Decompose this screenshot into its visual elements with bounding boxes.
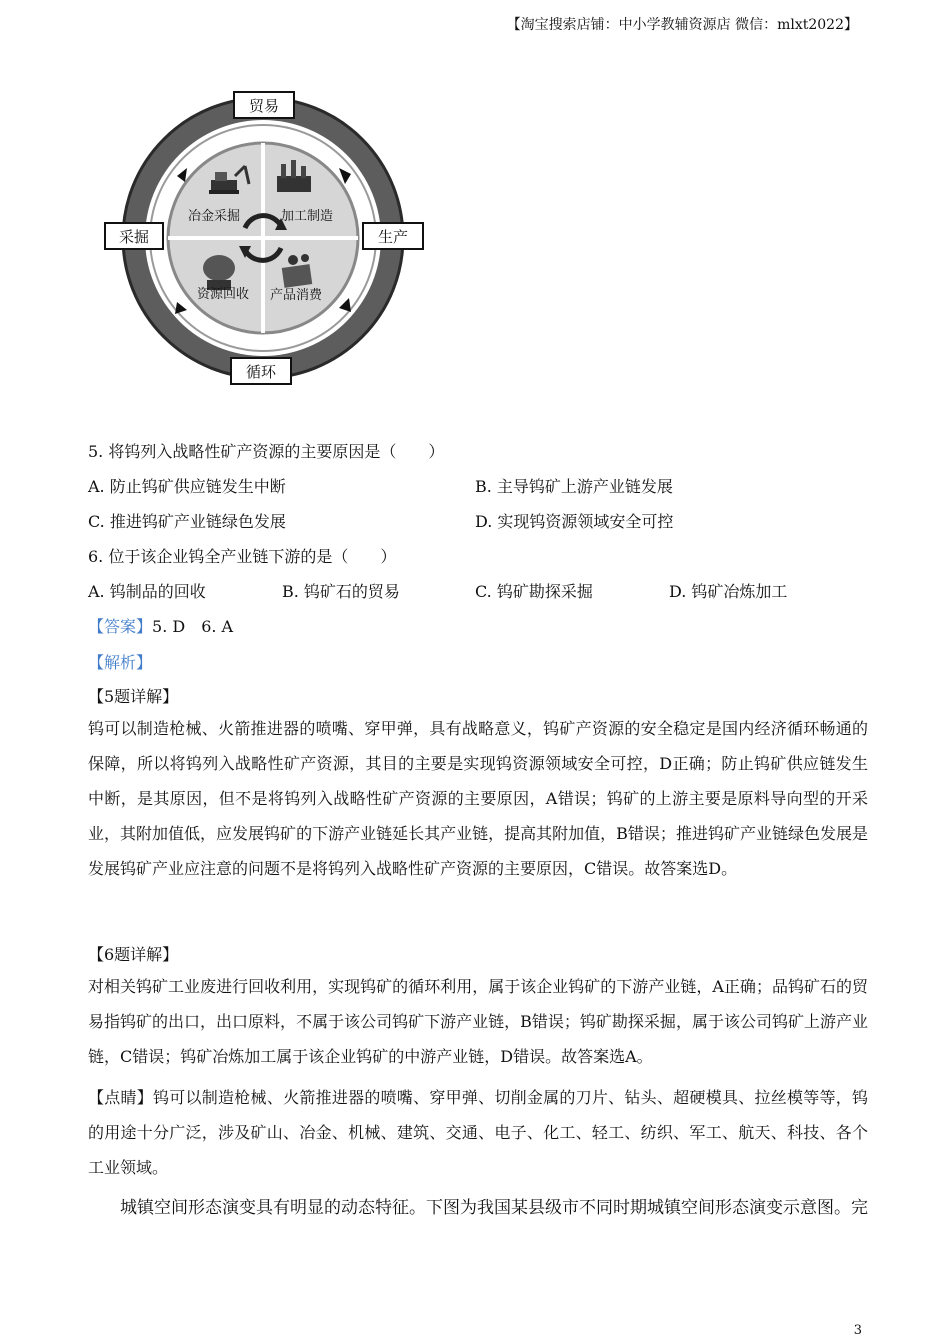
q6-detail-title: 【6题详解】 [88, 945, 179, 964]
page-header: 【淘宝搜索店铺：中小学教辅资源店 微信：mlxt2022】 [506, 17, 858, 33]
question-6-stem: 6. 位于该企业钨全产业链下游的是（ ） [88, 547, 397, 566]
next-question-intro: 城镇空间形态演变具有明显的动态特征。下图为我国某县级市不同时期城镇空间形态演变示意图。完 [120, 1198, 868, 1218]
quadrant-label-top-right: 加工制造 [280, 209, 334, 224]
q5-option-b: B. 主导钨矿上游产业链发展 [475, 477, 673, 496]
q6-detail-text-block [88, 969, 868, 1074]
q5-detail-title: 【5题详解】 [88, 687, 179, 706]
q6-option-d: D. 钨矿冶炼加工 [669, 582, 788, 601]
tip-label: 【点睛】 [88, 1088, 154, 1107]
q5-detail-text: 钨可以制造枪械、火箭推进器的喷嘴、穿甲弹，具有战略意义，钨矿产资源的安全稳定是国内经济循环畅通的保障，所以将钨列入战略性矿产资源，其目的主要是实现钨资源领域安全可控，D正确；防止钨矿供应链发生中断，是其原因，但不是将钨列入战略性矿产资源的主要原因，A错误；钨矿的上游主要是原料导向型的开采业，其附加值低，应发展钨矿的下游产业链延长其产业链，提高其附加值，B错误；推进钨矿产业链绿色发展是发展钨矿产业应注意的问题不是将钨列入战略性矿产资源的主要原因，C错误。故答案选D。 [88, 719, 868, 878]
quadrant-label-bottom-left: 资源回收 [196, 287, 250, 302]
question-5-stem: 5. 将钨列入战略性矿产资源的主要原因是（ ） [88, 442, 445, 461]
outer-label-cycle: 循环 [245, 363, 277, 381]
q5-option-a: A. 防止钨矿供应链发生中断 [88, 477, 286, 496]
outer-label-production: 生产 [377, 228, 409, 246]
outer-label-mining: 采掘 [118, 228, 150, 246]
tip-block [88, 1080, 868, 1185]
q5-option-d: D. 实现钨资源领域安全可控 [475, 512, 674, 531]
q6-option-a: A. 钨制品的回收 [88, 582, 206, 601]
recycling-icon [203, 255, 235, 290]
quadrant-label-bottom-right: 产品消费 [269, 288, 323, 303]
quadrant-label-top-left: 冶金采掘 [187, 209, 241, 224]
analysis-label: 【解析】 [88, 653, 153, 672]
answer-value: 5. D 6. A [152, 617, 234, 636]
page-number: 3 [853, 1323, 862, 1338]
outer-label-trade: 贸易 [248, 97, 280, 115]
tip-paragraph [88, 1080, 868, 1185]
q5-detail-text-block [88, 711, 868, 886]
tip-text: 钨可以制造枪械、火箭推进器的喷嘴、穿甲弹、切削金属的刀片、钻头、超硬模具、拉丝模等等，钨的用途十分广泛，涉及矿山、冶金、机械、建筑、交通、电子、化工、轻工、纺织、军工、航天、科技、各个工业领域。 [88, 1088, 868, 1177]
industry-cycle-figure [95, 88, 435, 393]
answer-line [88, 614, 233, 637]
tungsten-industry-chain-diagram [95, 88, 435, 393]
answer-label: 【答案】 [88, 617, 153, 636]
q6-detail-text: 对相关钨矿工业废进行回收利用，实现钨矿的循环利用，属于该企业钨矿的下游产业链，A正确；品钨矿石的贸易指钨矿的出口，出口原料，不属于该公司钨矿下游产业链，B错误；钨矿勘探采掘，属于该公司钨矿上游产业链，C错误；钨矿冶炼加工属于该企业钨矿的中游产业链，D错误。故答案选A。 [88, 977, 868, 1066]
q5-option-c: C. 推进钨矿产业链绿色发展 [88, 512, 286, 531]
q6-option-b: B. 钨矿石的贸易 [282, 582, 400, 601]
q6-option-c: C. 钨矿勘探采掘 [475, 582, 593, 601]
